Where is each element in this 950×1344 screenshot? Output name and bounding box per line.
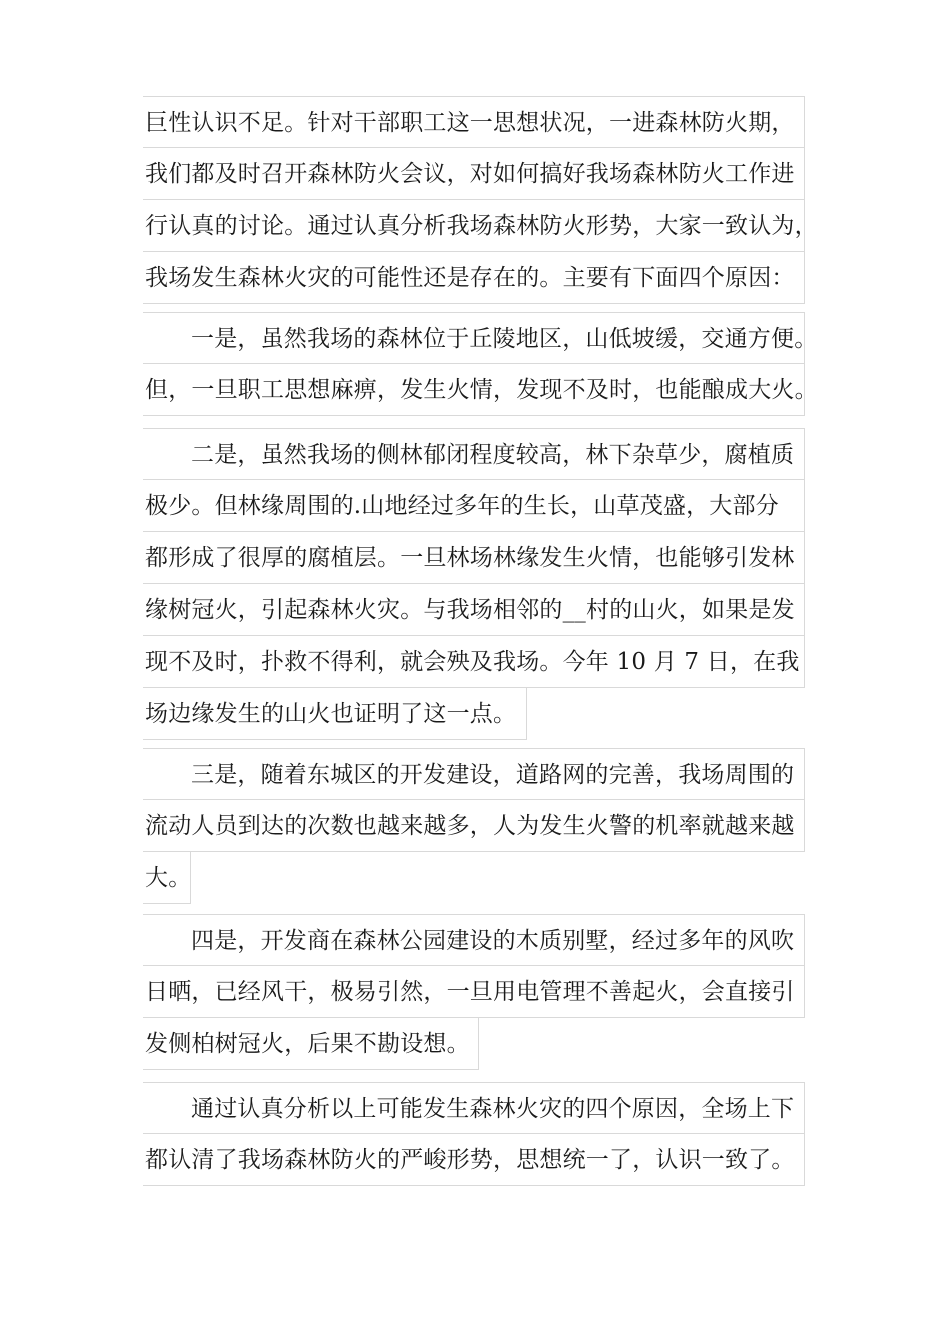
text-line: 现不及时，扑救不得利，就会殃及我场。今年 10 月 7 日，在我	[143, 636, 805, 688]
text-line: 缘树冠火，引起森林火灾。与我场相邻的__村的山火，如果是发	[143, 584, 805, 636]
paragraph-reason-three	[143, 748, 805, 904]
paragraph-conclusion	[143, 1082, 805, 1186]
text-line: 但，一旦职工思想麻痹，发生火情，发现不及时，也能酿成大火。	[143, 364, 805, 416]
text-line: 通过认真分析以上可能发生森林火灾的四个原因，全场上下	[143, 1082, 805, 1134]
text-line: 我场发生森林火灾的可能性还是存在的。主要有下面四个原因：	[143, 252, 805, 304]
text-line: 我们都及时召开森林防火会议，对如何搞好我场森林防火工作进	[143, 148, 805, 200]
text-line: 四是，开发商在森林公园建设的木质别墅，经过多年的风吹	[143, 914, 805, 966]
text-line: 一是，虽然我场的森林位于丘陵地区，山低坡缓，交通方便。	[143, 312, 805, 364]
text-line: 都认清了我场森林防火的严峻形势，思想统一了，认识一致了。	[143, 1134, 805, 1186]
text-line: 流动人员到达的次数也越来越多，人为发生火警的机率就越来越	[143, 800, 805, 852]
text-line: 日晒，已经风干，极易引然，一旦用电管理不善起火，会直接引	[143, 966, 805, 1018]
text-line: 发侧柏树冠火，后果不勘设想。	[143, 1018, 479, 1070]
text-line: 场边缘发生的山火也证明了这一点。	[143, 688, 527, 740]
text-line: 巨性认识不足。针对干部职工这一思想状况，一进森林防火期，	[143, 96, 805, 148]
text-line: 都形成了很厚的腐植层。一旦林场林缘发生火情，也能够引发林	[143, 532, 805, 584]
paragraph-reason-two	[143, 428, 805, 740]
paragraph-intro	[143, 96, 818, 304]
text-line: 大。	[143, 852, 191, 904]
text-line: 二是，虽然我场的侧林郁闭程度较高，林下杂草少，腐植质	[143, 428, 805, 480]
text-line: 行认真的讨论。通过认真分析我场森林防火形势，大家一致认为，	[143, 200, 805, 252]
text-line: 极少。但林缘周围的.山地经过多年的生长，山草茂盛，大部分	[143, 480, 805, 532]
text-line: 三是，随着东城区的开发建设，道路网的完善，我场周围的	[143, 748, 805, 800]
paragraph-reason-four	[143, 914, 805, 1070]
paragraph-reason-one	[143, 312, 818, 416]
